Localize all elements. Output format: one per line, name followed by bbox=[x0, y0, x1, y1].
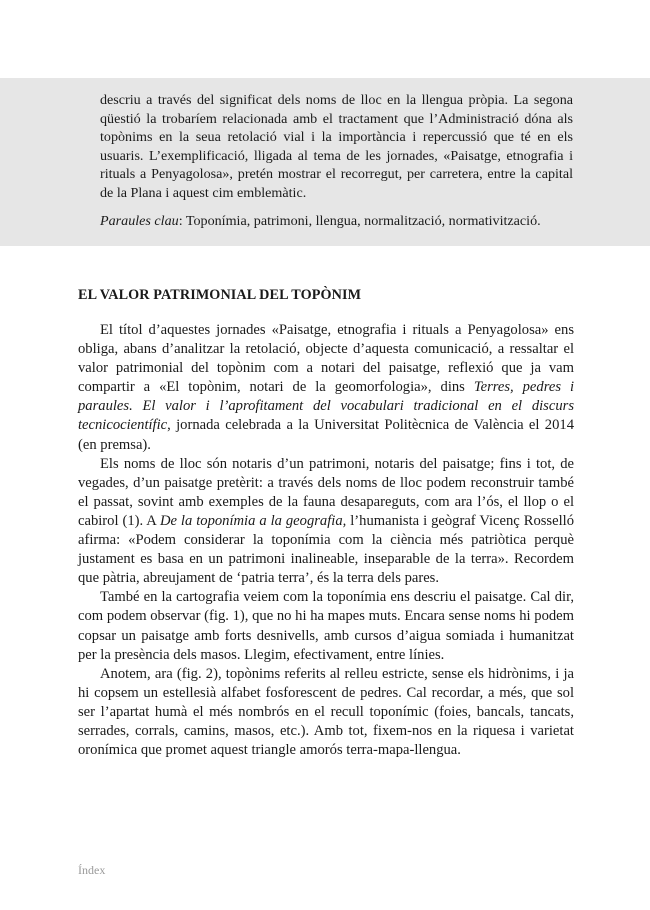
section-heading: EL VALOR PATRIMONIAL DEL TOPÒNIM bbox=[78, 287, 362, 303]
paragraph-3: També en la cartografia veiem com la toponímia ens descriu el paisatge. Cal dir, com podem observar (fig. 1), que no hi ha mapes muts. Encara sense noms hi podem copsar un paisatge amb forts desnivells, amb cursos d’aigua somiada i humanitzat per la presència dels masos. Llegim, efectivament, entre línies. bbox=[78, 589, 574, 663]
paragraph-2-text: Els noms de lloc són notaris d’un patrimoni, notaris del paisatge; fins i tot, de vegades, d’un paisatge pretèrit: a través dels noms de lloc podem reconstruir també el passat, sovint amb exemples de la fauna desapareguts, com ara l’ós, el llop o el cabirol (1). A bbox=[78, 455, 574, 529]
keywords-label: Paraules clau bbox=[100, 213, 179, 229]
paragraph-1-citation: Terres, pedres i paraules. El valor i l’aprofitament del vocabulari tradicional en el discurs tecnicocientífic bbox=[78, 379, 574, 434]
abstract-text bbox=[100, 91, 573, 203]
paragraph-1 bbox=[78, 321, 574, 455]
paragraph-1-text: El títol d’aquestes jornades «Paisatge, etnografia i rituals a Penyagolosa» ens obliga, abans d’analitzar la retolació, objecte d’aquesta comunicació, a ressaltar el valor patrimonial del topònim com a notari del paisatge, reflexió que ja vam compartir a «El topònim, notari de la geomorfologia», dins bbox=[78, 322, 574, 396]
paragraph-2 bbox=[78, 455, 574, 589]
paragraph-2-citation: De la toponímia a la geografia, bbox=[159, 512, 347, 529]
paragraph-1-text-end: , jornada celebrada a la Universitat Politècnica de València el 2014 (en premsa). bbox=[78, 417, 574, 453]
index-link[interactable]: Índex bbox=[78, 863, 106, 877]
paragraph-4: Anotem, ara (fig. 2), topònims referits al relleu estricte, sense els hidrònims, i ja hi copsem un estellesià alfabet fosforescent de pedres. Cal recordar, a més, que sol ser l’apartat humà el més nombrós en el recull toponímic (foies, bancals, tancats, serrades, corrals, camins, masos, etc.). Amb tot, fixem-nos en la riquesa i varietat oronímica que promet aquest triangle amorós terra-mapa-llengua. bbox=[78, 665, 574, 759]
paragraph-2-text-end: l’humanista i geògraf Vicenç Rosselló afirma: «Podem considerar la toponímia com la ciència més patriòtica perquè justament es basa en un patrimoni inalineable, inseparable de la terra». Recordem que pàtria, abreujament de ‘patria terra’, és la terra dels pares. bbox=[78, 512, 574, 587]
abstract-paragraph: descriu a través del significat dels noms de lloc en la llengua pròpia. La segona qüestió la trobaríem relacionada amb el tractament que l’Administració dóna als topònims en la seua retolació vial i la importància i repercussió que té en els usuaris. L’exemplificació, lligada al tema de les jornades, «Paisatge, etnografia i rituals a Penyagolosa», pretén mostrar el recorregut, per carretera, entre la capital de la Plana i aquest cim emblemàtic. bbox=[100, 92, 573, 201]
body-text bbox=[78, 321, 574, 760]
keywords-line bbox=[100, 212, 580, 231]
keywords-list: : Toponímia, patrimoni, llengua, normalització, normativització. bbox=[178, 213, 541, 229]
